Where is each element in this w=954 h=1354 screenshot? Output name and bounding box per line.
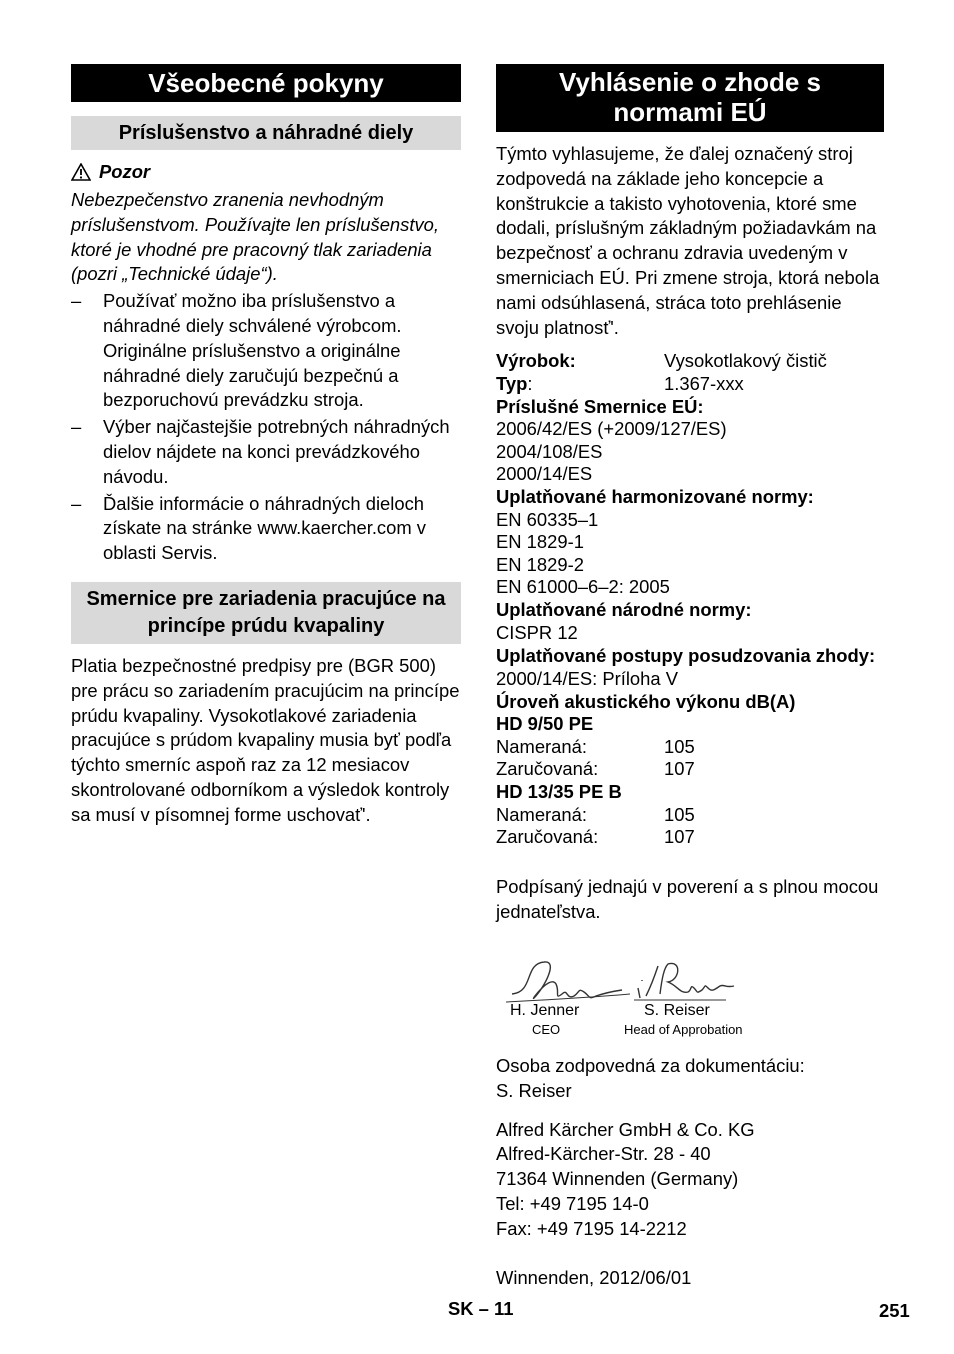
signature-reiser bbox=[634, 958, 744, 1008]
measured-label: Nameraná: bbox=[496, 735, 587, 757]
dash-marker: – bbox=[71, 492, 82, 514]
signer2-title: Head of Approbation bbox=[624, 1022, 743, 1037]
address-line: Alfred Kärcher GmbH & Co. KG bbox=[496, 1118, 755, 1140]
warning-text: Nebezpečenstvo zranenia nevhodným príslušenstvom. Používajte len príslušenstvo, ktoré je vhodné pre pracovný tlak zariadenia (pozri „Technické údaje“). bbox=[71, 189, 439, 285]
subheading-accessories: Príslušenstvo a náhradné diely bbox=[71, 116, 461, 150]
address-line: Tel: +49 7195 14-0 bbox=[496, 1192, 649, 1214]
national-label: Uplatňované národné normy: bbox=[496, 598, 752, 620]
dash-marker: – bbox=[71, 416, 82, 438]
address-line: Fax: +49 7195 14-2212 bbox=[496, 1217, 687, 1239]
place-date: Winnenden, 2012/06/01 bbox=[496, 1266, 692, 1288]
harmonized-label: Uplatňované harmonizované normy: bbox=[496, 485, 814, 507]
sound-label: Úroveň akustického výkonu dB(A) bbox=[496, 690, 796, 712]
address-line: Alfred-Kärcher-Str. 28 - 40 bbox=[496, 1143, 711, 1165]
guaranteed-value: 107 bbox=[664, 758, 695, 780]
product-value: Vysokotlakový čistič bbox=[664, 350, 827, 372]
harmonized-item: EN 1829-1 bbox=[496, 531, 584, 553]
model-name: HD 9/50 PE bbox=[496, 713, 594, 735]
signer2-name: S. Reiser bbox=[644, 1002, 710, 1019]
address-line: 71364 Winnenden (Germany) bbox=[496, 1168, 739, 1190]
guaranteed-value: 107 bbox=[664, 826, 695, 848]
left-column bbox=[71, 64, 461, 828]
type-label: Typ bbox=[496, 372, 528, 394]
doc-person-label: Osoba zodpovedná za dokumentáciu: bbox=[496, 1055, 805, 1076]
right-column bbox=[496, 64, 884, 924]
accessory-list bbox=[71, 289, 461, 566]
list-item-text: Používať možno iba príslušenstvo a náhradné diely schválené výrobcom. Originálne príslušenstvo a originálne náhradné diely zaručujú bezpečnú a bezporuchovú prevádzku stroja. bbox=[103, 290, 402, 411]
footer-language-page: SK – 11 bbox=[448, 1298, 514, 1319]
guaranteed-label: Zaručovaná: bbox=[496, 826, 599, 848]
directive-item: 2006/42/ES (+2009/127/ES) bbox=[496, 418, 727, 440]
type-row bbox=[496, 373, 884, 396]
footer-page-number: 251 bbox=[879, 1300, 910, 1321]
fluid-jet-paragraph: Platia bezpečnostné predpisy pre (BGR 500) pre prácu so zariadením pracujúcim na princípe prúdu kvapaliny. Vysokotlakové zariadenia pracujúce s prúdom kvapaliny musia byť podľa týchto smerníc aspoň raz za 12 mesiacov skontrolované odborníkom a výsledok kontroly sa musí v písomnej forme uschovať'. bbox=[71, 654, 460, 825]
signer1-name: H. Jenner bbox=[510, 1002, 580, 1019]
measured-row bbox=[496, 736, 884, 759]
dash-marker: – bbox=[71, 290, 82, 312]
warning-triangle-icon bbox=[71, 163, 91, 181]
signer1-title: CEO bbox=[532, 1022, 561, 1037]
warning-label: Pozor bbox=[99, 161, 151, 182]
national-item: CISPR 12 bbox=[496, 621, 578, 643]
subheading-fluid-jet: Smernice pre zariadenia pracujúce na princípe prúdu kvapaliny bbox=[71, 582, 461, 644]
declaration-intro: Týmto vyhlasujeme, že ďalej označený stroj zodpovedá na základe jeho koncepcie a konštrukcie a takisto vyhotovenia, ktoré sme dodali, príslušným základným požiadavkám na bezpečnosť a ochranu zdravia uvedeným v smerniciach EÚ. Pri zmene stroja, ktorá nebola nami odsúhlasená, stráca toto prehlásenie svoju platnosť'. bbox=[496, 143, 880, 338]
doc-person: S. Reiser bbox=[496, 1079, 572, 1101]
procedure-item: 2000/14/ES: Príloha V bbox=[496, 668, 678, 690]
doc-person-block bbox=[496, 1054, 884, 1290]
measured-label: Nameraná: bbox=[496, 803, 587, 825]
harmonized-item: EN 1829-2 bbox=[496, 553, 584, 575]
list-item bbox=[71, 415, 461, 489]
guaranteed-label: Zaručovaná: bbox=[496, 758, 599, 780]
directive-item: 2004/108/ES bbox=[496, 440, 603, 462]
list-item-text: Ďalšie informácie o náhradných dieloch získate na stránke www.kaercher.com v oblasti Servis. bbox=[103, 492, 426, 564]
warning-header bbox=[71, 160, 461, 184]
type-value: 1.367-xxx bbox=[664, 372, 744, 394]
measured-value: 105 bbox=[664, 803, 695, 825]
product-label: Výrobok: bbox=[496, 350, 576, 372]
section-heading-declaration: Vyhlásenie o zhode s normami EÚ bbox=[496, 64, 884, 132]
list-item-text: Výber najčastejšie potrebných náhradných dielov nájdete na konci prevádzkového návodu. bbox=[103, 416, 450, 487]
signed-statement: Podpísaný jednajú v poverení a s plnou mocou jednateľstva. bbox=[496, 875, 879, 922]
directives-label: Príslušné Smernice EÚ: bbox=[496, 395, 704, 417]
type-colon: : bbox=[527, 372, 533, 394]
harmonized-item: EN 61000–6–2: 2005 bbox=[496, 576, 670, 598]
harmonized-item: EN 60335–1 bbox=[496, 508, 599, 530]
signature-block bbox=[496, 950, 796, 1045]
procedures-label: Uplatňované postupy posudzovania zhody: bbox=[496, 645, 876, 667]
list-item bbox=[71, 492, 461, 566]
guaranteed-row bbox=[496, 758, 884, 781]
measured-row bbox=[496, 804, 884, 827]
directive-item: 2000/14/ES bbox=[496, 463, 593, 485]
guaranteed-row bbox=[496, 826, 884, 849]
product-row bbox=[496, 350, 884, 373]
list-item bbox=[71, 289, 461, 413]
section-heading-general: Všeobecné pokyny bbox=[71, 64, 461, 102]
measured-value: 105 bbox=[664, 735, 695, 757]
model-name: HD 13/35 PE B bbox=[496, 781, 622, 803]
